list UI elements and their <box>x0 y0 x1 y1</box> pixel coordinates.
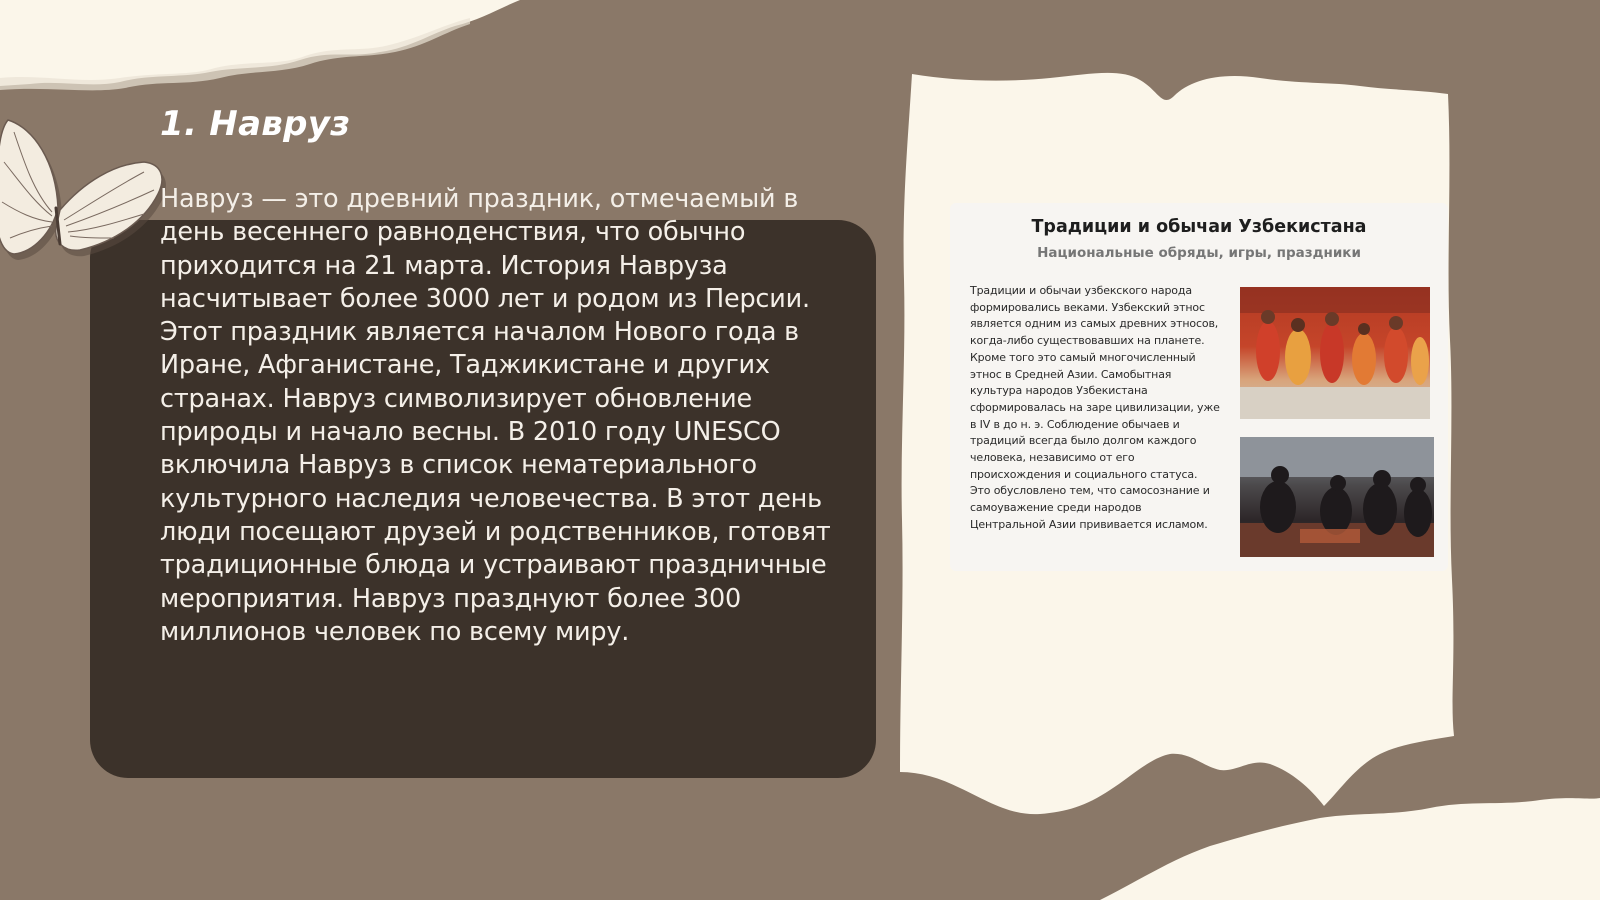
slide-body-text: Навруз — это древний праздник, отмечаемый в день весеннего равноденствия, что обычно приходится на 21 марта. История Навруза насчитывает более 3000 лет и родом из Персии. Этот праздник является началом Нового года в Иране, Афганистане, Таджикистане и других странах. Навруз символизирует обновление природы и начало весны. В 2010 году UNESCO включила Навруз в список нематериального культурного наследия человечества. В этот день люди посещают друзей и родственников, готовят традиционные блюда и устраивают праздничные мероприятия. Навруз празднуют более 300 миллионов человек по всему миру. <box>160 184 831 647</box>
gathering-photo <box>1240 437 1434 557</box>
torn-paper-top <box>0 0 520 86</box>
butterfly-icon <box>0 112 172 278</box>
document-text: Традиции и обычаи узбекского народа формировались веками. Узбекский этнос является одним из самых древних этносов, когда-либо существовавших на планете. Кроме того это самый многочисленный этнос в Средней Азии. Самобытная культура народов Узбекистана сформировалась на заре цивилизации, уже в IV в до н. э. Соблюдение обычаев и традиций всегда было долгом каждого человека, независимо от его происхождения и социального статуса. Это обусловлено тем, что самосознание и самоуважение среди народов Центральной Азии прививается исламом. <box>970 284 1220 531</box>
dance-photo <box>1240 287 1430 419</box>
slide-title: 1. Навруз <box>160 104 351 144</box>
document-title: Традиции и обычаи Узбекистана <box>1031 217 1367 237</box>
document-card <box>950 203 1448 571</box>
document-subtitle: Национальные обряды, игры, праздники <box>1037 245 1361 261</box>
